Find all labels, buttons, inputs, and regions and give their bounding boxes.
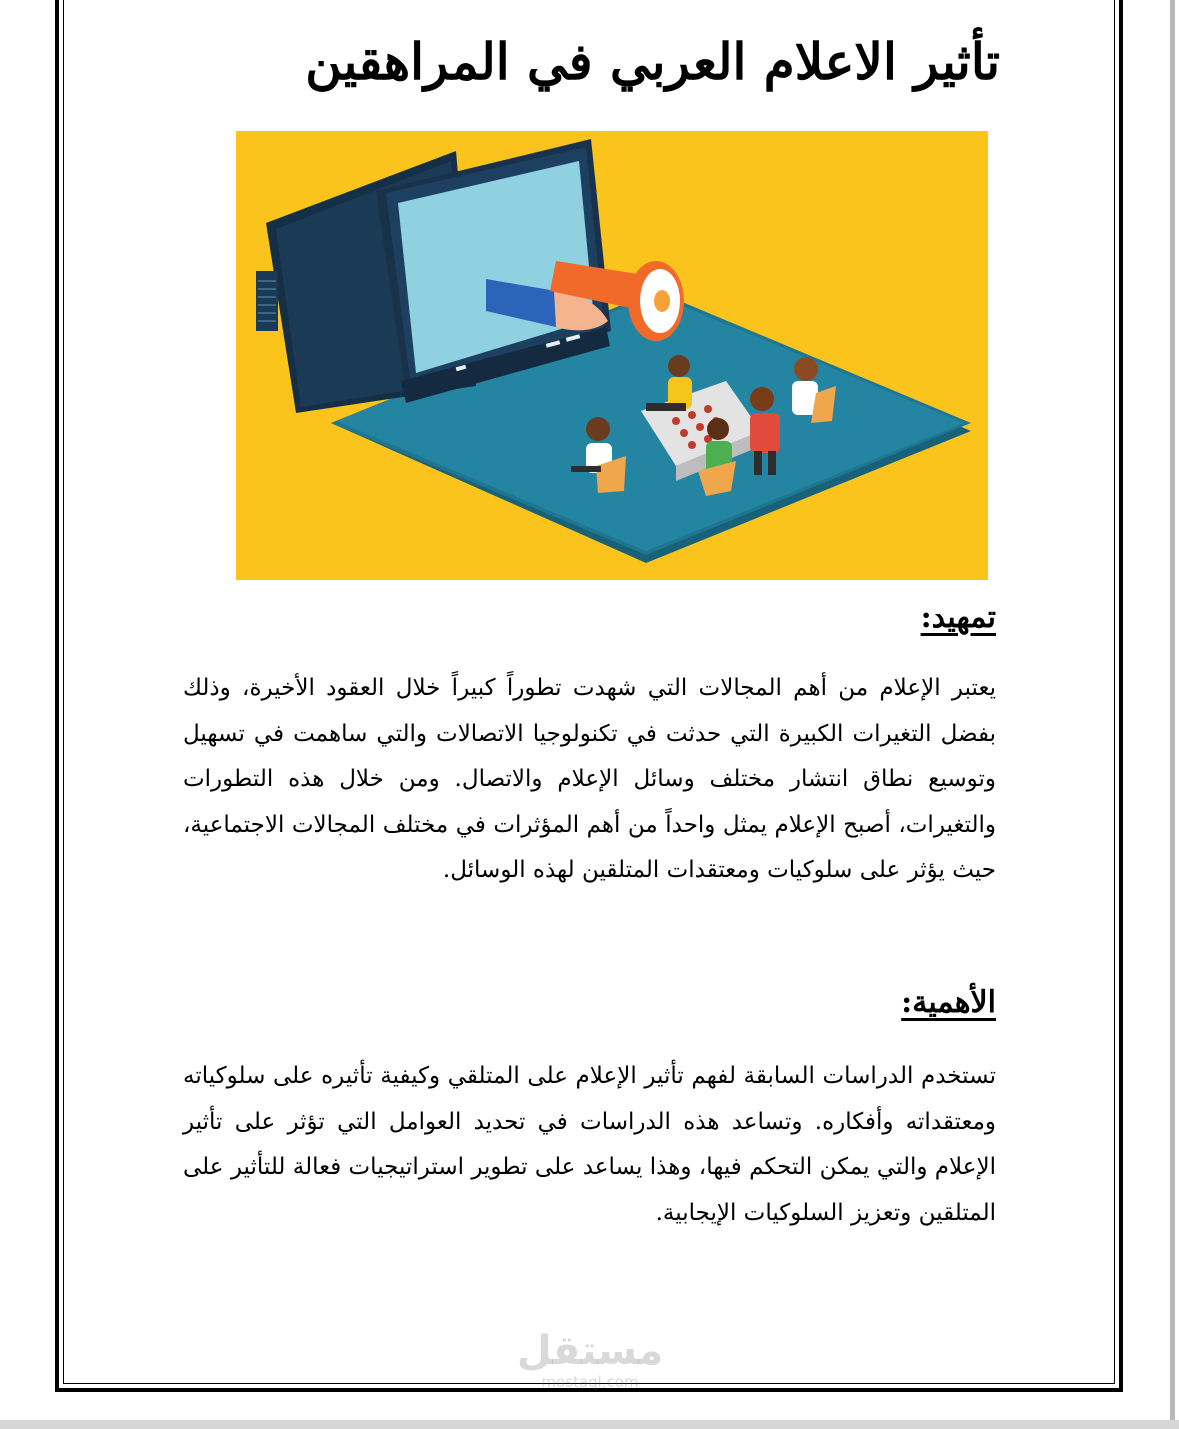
- section-heading-intro: تمهيد:: [920, 600, 996, 635]
- section-heading-importance: الأهمية:: [901, 985, 996, 1020]
- page-edge-right: [1170, 0, 1175, 1429]
- document-title: تأثير الاعلام العربي في المراهقين: [305, 32, 1000, 91]
- mostaql-watermark: [515, 1328, 665, 1390]
- watermark-logo-text: مستقل: [516, 1328, 664, 1374]
- watermark-url: mostaql.com: [541, 1373, 639, 1391]
- section-body-importance: تستخدم الدراسات السابقة لفهم تأثير الإعلام على المتلقي وكيفية تأثيره على سلوكياته ومعتقداته وأفكاره. وتساعد هذه الدراسات في تحديد العوامل التي تؤثر على تأثير الإعلام والتي يمكن التحكم فيها، وهذا يساعد على تطوير استراتيجيات فعالة للتأثير على المتلقين وتعزيز السلوكيات الإيجابية.: [183, 1063, 996, 1226]
- page-edge-bottom: [0, 1420, 1179, 1429]
- media-influence-illustration: [236, 131, 988, 580]
- section-body-intro: يعتبر الإعلام من أهم المجالات التي شهدت تطوراً كبيراً خلال العقود الأخيرة، وذلك بفضل التغيرات الكبيرة التي حدثت في تكنولوجيا الاتصالات والتي ساهمت في تسهيل وتوسيع نطاق انتشار مختلف وسائل الإعلام والاتصال. ومن خلال هذه التطورات والتغيرات، أصبح الإعلام يمثل واحداً من أهم المؤثرات في مختلف المجالات الاجتماعية، حيث يؤثر على سلوكيات ومعتقدات المتلقين لهذه الوسائل.: [183, 675, 996, 883]
